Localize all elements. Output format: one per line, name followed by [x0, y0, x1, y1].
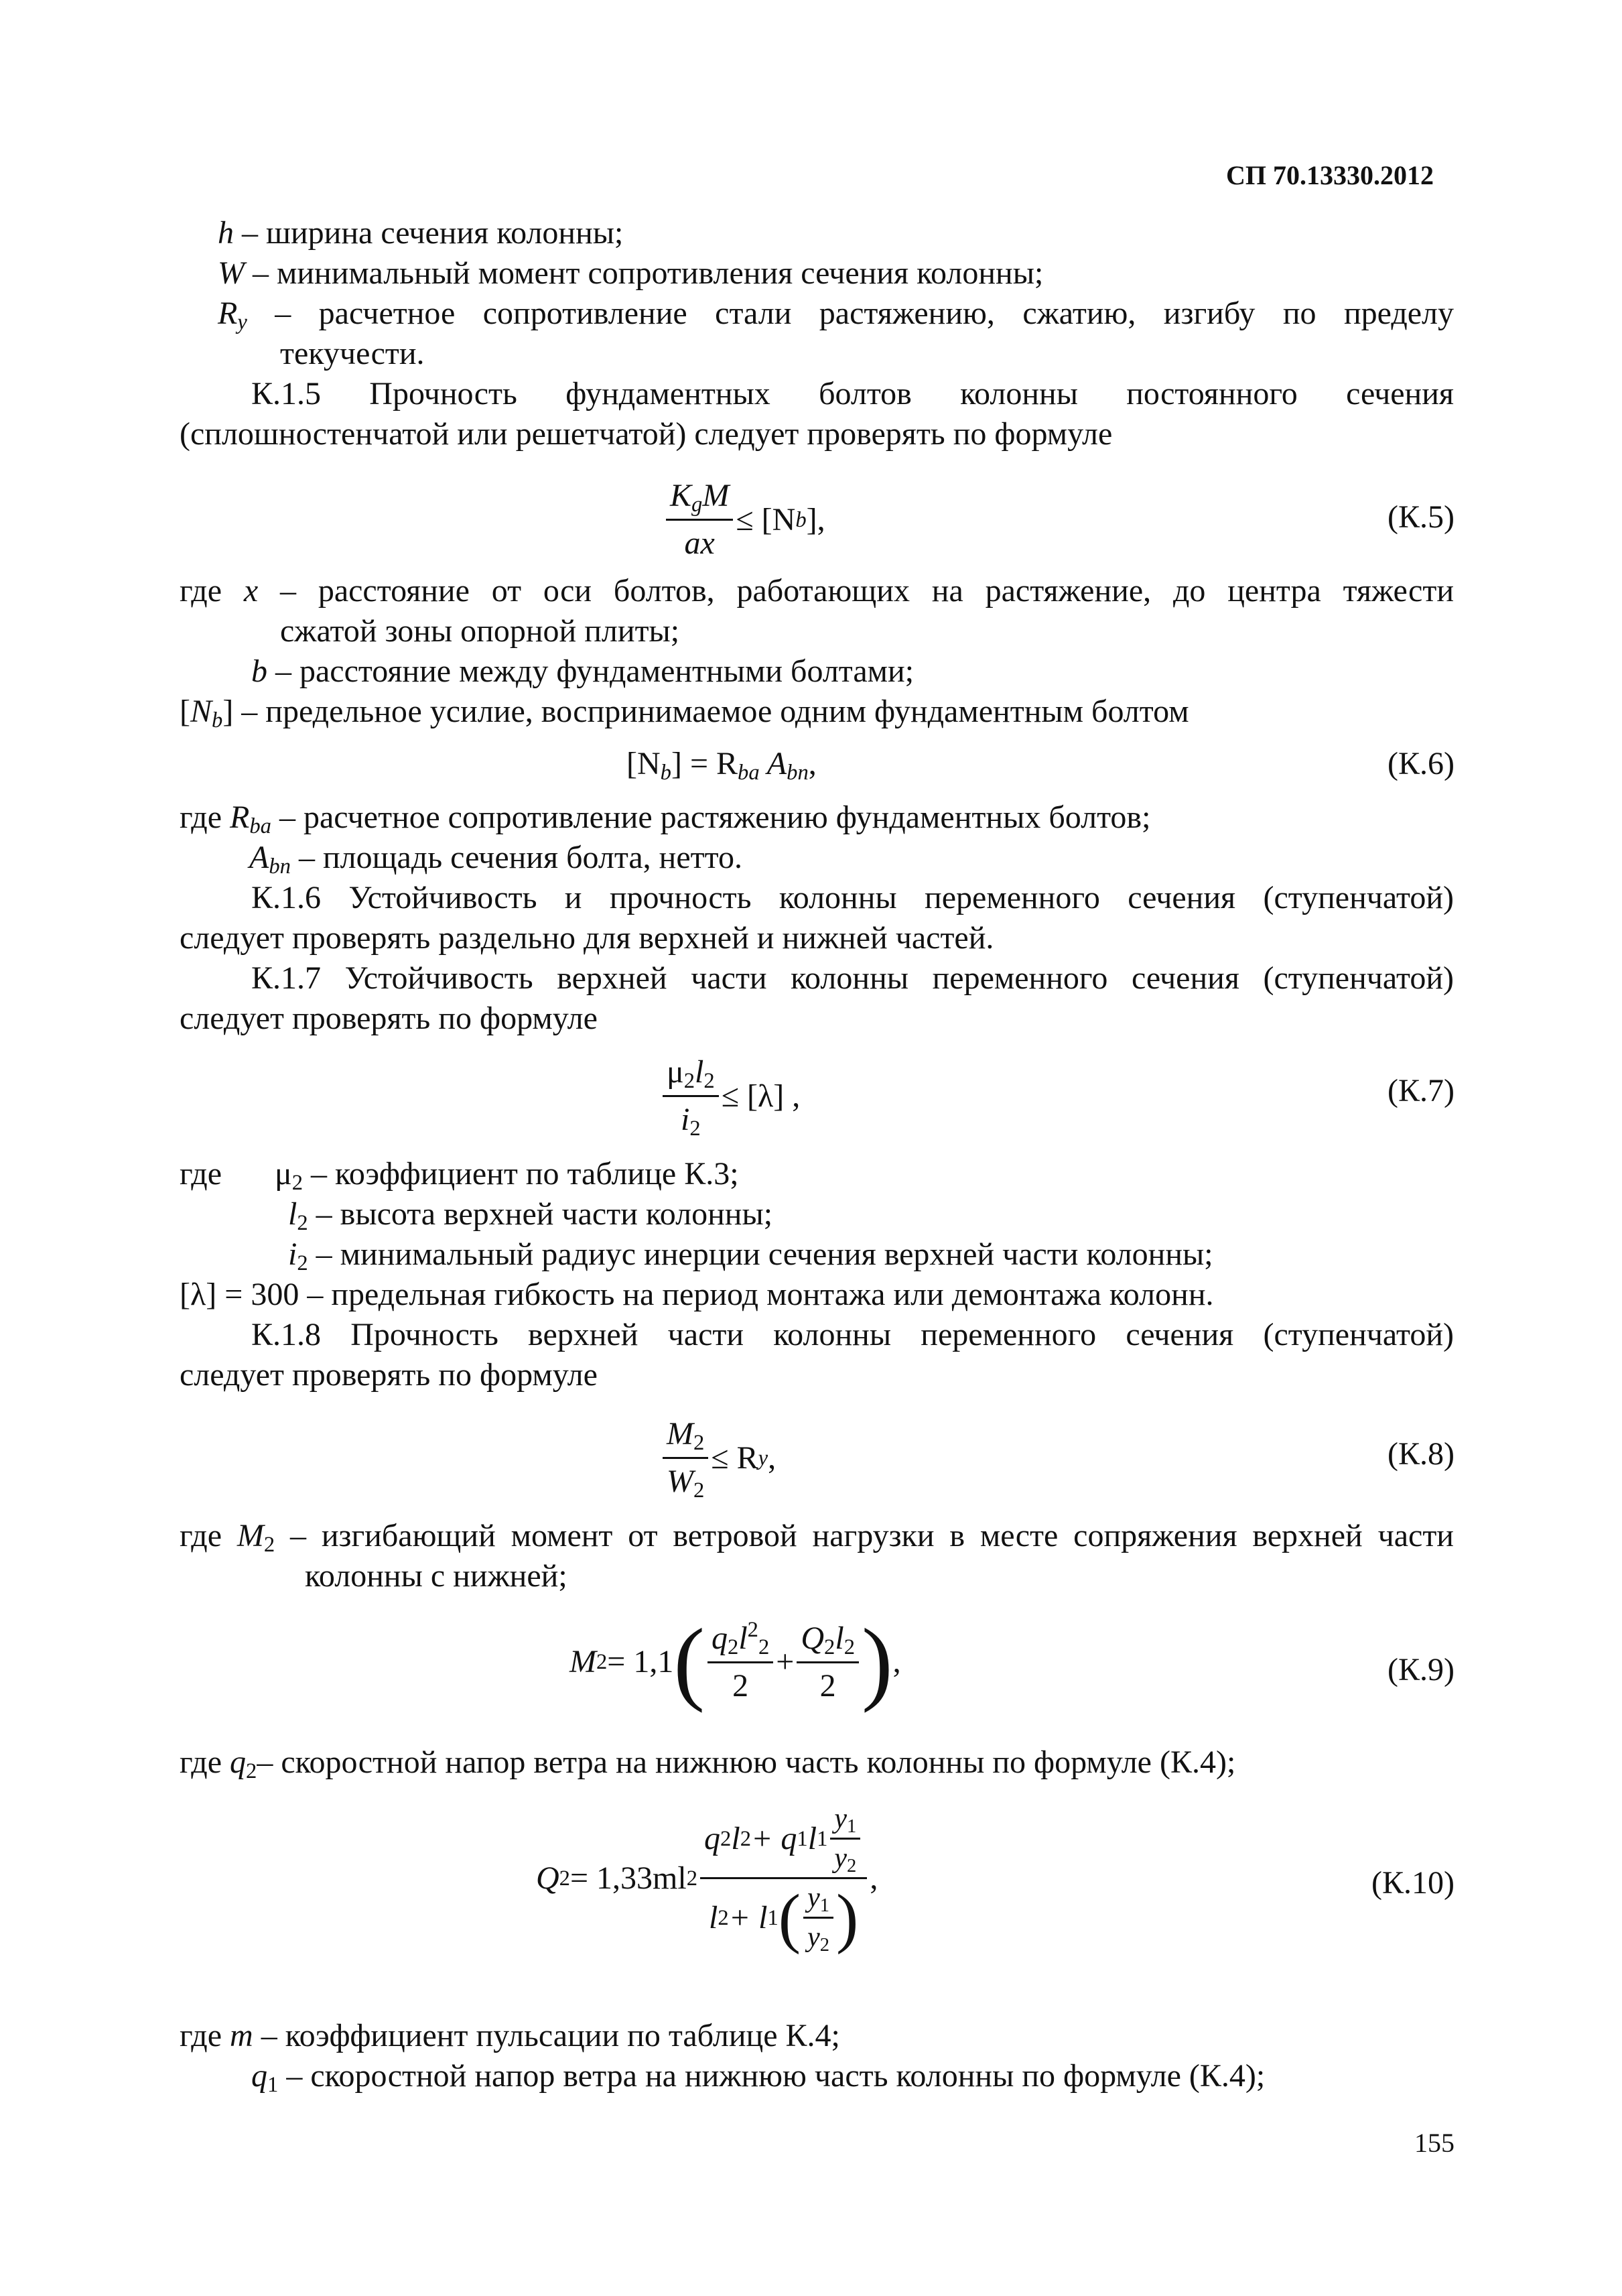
formula-k10-fraction: q 2 l 2 + q 1 l 1 $\frac{y_1}{y_2}$ l 2 + l 1 ( $\frac{y_1}{y_2}$ ) — [700, 1803, 867, 1954]
formula-k6: $[N_b] = R_{ba}$ $A_{bn}$, — [626, 746, 817, 785]
definition-b: b – расстояние между фундаментными болтами; — [251, 653, 915, 689]
definition-ry-cont: текучести. — [280, 336, 425, 371]
formula-k5: $\frac{K_gM}{ax}$ ≤ [N b ], — [663, 476, 825, 564]
definition-nb: $[N_b]$ – предельное усилие, воспринимаемое одним фундаментным болтом — [180, 694, 1189, 733]
definition-m: где m – коэффициент пульсации по таблице К.4; — [180, 2018, 840, 2053]
definition-lambda: [λ] = 300 – предельная гибкость на период монтажа или демонтажа колонн. — [180, 1277, 1214, 1312]
formula-k8: $\frac{M_2}{W_2}$ ≤ R y , — [660, 1414, 776, 1502]
definition-mu-prefix: где — [180, 1156, 222, 1192]
section-k17-line1: К.1.7 Устойчивость верхней части колонны переменного сечения (ступенчатой) — [251, 960, 1454, 996]
formula-k10: Q 2 = 1,33ml 2 q 2 l 2 + q 1 l 1 $\frac{y_1}{y_2}$ l 2 + l 1 ( $\frac{y_1}{y_2}$ ) , — [536, 1803, 878, 1956]
formula-label-k10: (К.10) — [1371, 1865, 1455, 1901]
definition-q1: $q_1$ – скоростной напор ветра на нижнюю часть колонны по формуле (К.4); — [251, 2058, 1266, 2098]
formula-label-k8: (К.8) — [1388, 1436, 1455, 1472]
page-number: 155 — [1414, 2128, 1455, 2158]
definition-x-cont: сжатой зоны опорной плиты; — [280, 613, 680, 649]
definition-m2-cont: колонны с нижней; — [305, 1558, 567, 1594]
formula-k8-fraction: $\frac{M_2}{W_2}$ — [663, 1414, 708, 1502]
section-k17-line2: следует проверять по формуле — [180, 1001, 598, 1036]
definition-m2: где $M_2$ – изгибающий момент от ветровой нагрузки в месте сопряжения верхней части — [180, 1518, 1454, 1557]
formula-label-k5: (К.5) — [1388, 499, 1455, 535]
definition-w: W – минимальный момент сопротивления сечения колонны; — [218, 255, 1044, 291]
section-k18-line1: К.1.8 Прочность верхней части колонны переменного сечения (ступенчатой) — [251, 1317, 1454, 1352]
definition-h: h – ширина сечения колонны; — [218, 215, 624, 251]
definition-l2: $l_2$ – высота верхней части колонны; — [288, 1196, 773, 1236]
definition-mu: $\mu_2$ – коэффициент по таблице К.3; — [275, 1156, 739, 1196]
formula-label-k9: (К.9) — [1388, 1652, 1455, 1687]
formula-k9: M 2 = 1,1 ( $\frac{q_2l^2_2}{2}$ + $\frac{Q_2l_2}{2}$ ) , — [569, 1610, 901, 1714]
section-k16-line2: следует проверять раздельно для верхней и нижней частей. — [180, 920, 994, 956]
section-k16-line1: К.1.6 Устойчивость и прочность колонны переменного сечения (ступенчатой) — [251, 880, 1454, 915]
definition-q2: где $q_2-$ скоростной напор ветра на нижнюю часть колонны по формуле (К.4); — [180, 1744, 1236, 1784]
section-k15-line2: (сплошностенчатой или решетчатой) следует проверять по формуле — [180, 416, 1113, 452]
formula-k7-fraction: $\frac{\mu_2l_2}{i_2}$ — [663, 1052, 719, 1140]
section-k15-line1: К.1.5 Прочность фундаментных болтов колонны постоянного сечения — [251, 376, 1454, 411]
definition-rba: где $R_{ba}$ – расчетное сопротивление растяжению фундаментных болтов; — [180, 800, 1151, 839]
formula-k5-fraction: $\frac{K_gM}{ax}$ — [666, 476, 733, 564]
definition-ry: $R_y$ – расчетное сопротивление стали растяжению, сжатию, изгибу по пределу — [218, 296, 1454, 335]
document-code: СП 70.13330.2012 — [1226, 160, 1434, 190]
definition-abn: $A_{bn}$ – площадь сечения болта, нетто. — [249, 840, 742, 879]
formula-label-k7: (К.7) — [1388, 1073, 1455, 1108]
section-k18-line2: следует проверять по формуле — [180, 1357, 598, 1393]
definition-x: где x – расстояние от оси болтов, работающих на растяжение, до центра тяжести — [180, 573, 1455, 609]
formula-k7: $\frac{\mu_2l_2}{i_2}$ ≤ [λ] , — [660, 1052, 800, 1140]
definition-i2: $i_2$ – минимальный радиус инерции сечения верхней части колонны; — [288, 1236, 1213, 1276]
formula-label-k6: (К.6) — [1388, 746, 1455, 781]
